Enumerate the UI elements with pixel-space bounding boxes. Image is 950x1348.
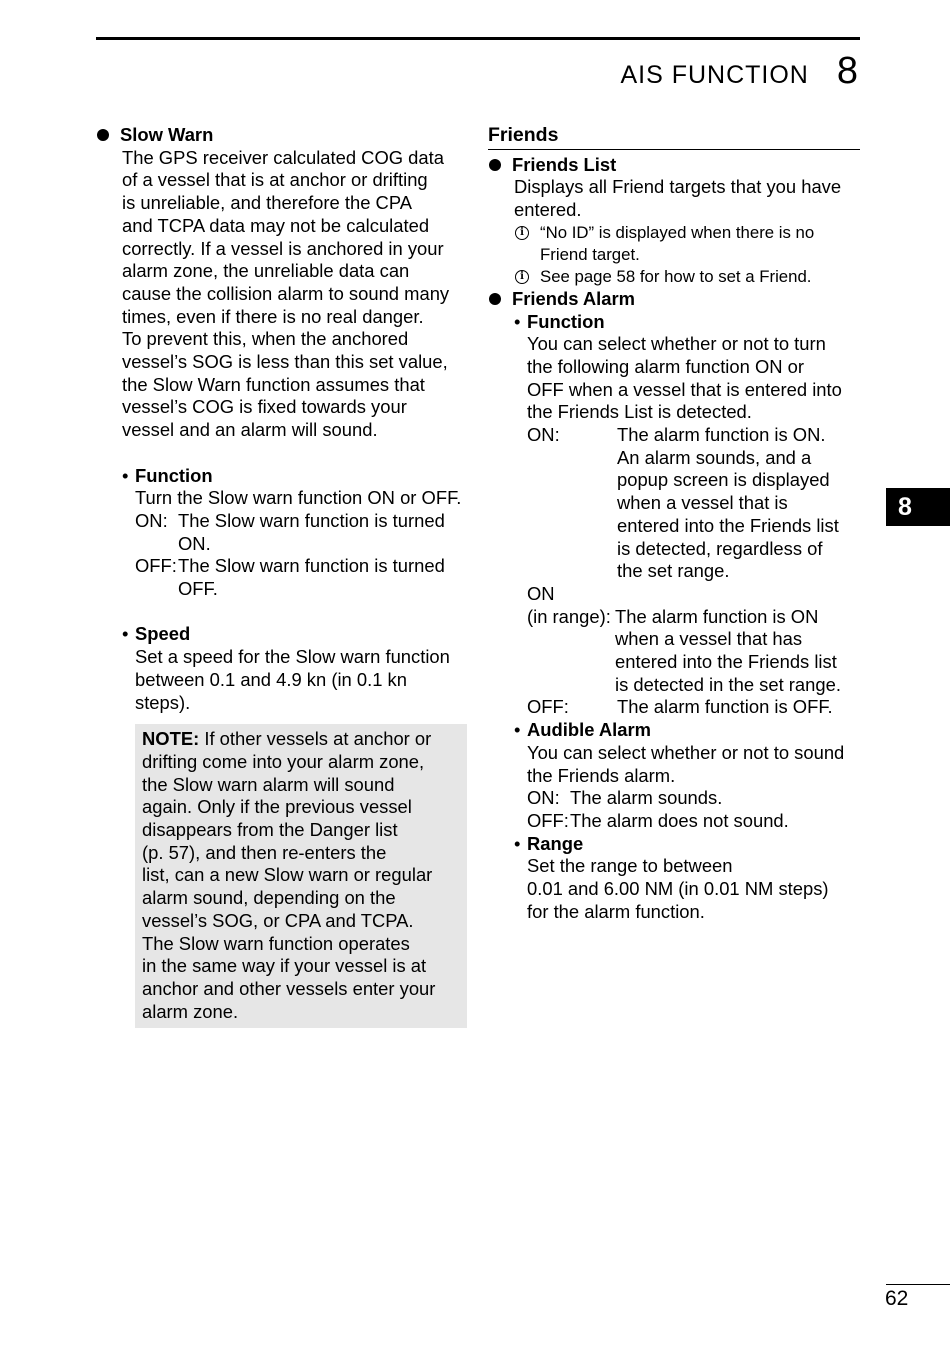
sub-bullet-icon: • bbox=[122, 464, 129, 486]
info-icon: i bbox=[515, 226, 529, 240]
bullet-icon bbox=[97, 129, 109, 141]
page-number: 62 bbox=[885, 1287, 909, 1310]
slow-warn-heading: Slow Warn bbox=[96, 124, 471, 147]
audible-alarm-heading: • Audible Alarm bbox=[514, 719, 651, 741]
friends-list-heading: Friends List bbox=[488, 154, 868, 177]
audible-off-item: OFF: The alarm does not sound. bbox=[527, 809, 789, 831]
chapter-number: 8 bbox=[836, 50, 858, 92]
left-column bbox=[96, 124, 471, 1028]
slow-warn-description: The GPS receiver calculated COG data of a vessel that is at anchor or drifting is unreliable, and therefore the CPA and TCPA data may not be calculated correctly. If a vessel is anchored in your alarm zone, the unreliable data can cause the collision alarm to sound many times, even if there is no real danger. To prevent this, when the anchored vessel’s SOG is less than this set value, the Slow Warn function assumes that vessel’s COG is fixed towards your vessel and an alarm will sound. bbox=[122, 146, 450, 441]
slow-warn-function-heading: • Function bbox=[122, 464, 213, 486]
friends-list-info-2: i See page 58 for how to set a Friend. bbox=[488, 266, 868, 288]
friends-alarm-function-body: You can select whether or not to turn the following alarm function ON or OFF when a vessel that is entered into the Friends List is detected. ON: The alarm function is ON. An alarm sounds, and a popup screen is displayed when a vessel that is entered into the Friends list is detected, regardless of the set range. ON (in range): The alarm function is ON when a vessel that has entered into the Friends list is detected in the set range. OFF: The alarm function is OFF. bbox=[488, 333, 868, 719]
function-off-item: OFF: The Slow warn function is turned OFF. bbox=[135, 555, 445, 600]
top-rule bbox=[96, 37, 860, 40]
page-header bbox=[620, 50, 858, 93]
audible-alarm-body: You can select whether or not to sound the Friends alarm. ON: The alarm sounds. OFF: The alarm does not sound. bbox=[488, 742, 868, 833]
slow-warn-speed-body: Set a speed for the Slow warn function between 0.1 and 4.9 kn (in 0.1 kn steps). bbox=[135, 646, 450, 713]
right-column bbox=[488, 124, 868, 924]
sub-bullet-icon: • bbox=[514, 310, 521, 332]
sub-bullet-icon: • bbox=[514, 832, 521, 854]
friends-section-title: Friends bbox=[488, 124, 860, 150]
note-label: NOTE: bbox=[142, 728, 200, 750]
note-box: NOTE: If other vessels at anchor or drifting come into your alarm zone, the Slow warn alarm will sound again. Only if the previous vessel disappears from the Danger list (p. 57), and then re-enters the list, can a new Slow warn or regular alarm sound, depending on the vessel’s SOG, or CPA and TCPA. The Slow warn function operates in the same way if your vessel is at anchor and other vessels enter your alarm zone. bbox=[135, 724, 467, 1028]
chapter-title: AIS FUNCTION bbox=[620, 61, 809, 89]
friends-list-body: Displays all Friend targets that you have entered. bbox=[514, 176, 842, 221]
slow-warn-speed-heading: • Speed bbox=[122, 623, 191, 645]
friends-alarm-function-heading: • Function bbox=[514, 310, 605, 332]
friends-function-on-item: ON: The alarm function is ON. An alarm sounds, and a popup screen is displayed when a vessel that is entered into the Friends list is detected, regardless of the set range. bbox=[527, 424, 839, 582]
audible-on-item: ON: The alarm sounds. bbox=[527, 787, 723, 809]
bullet-icon bbox=[489, 293, 501, 305]
sub-bullet-icon: • bbox=[122, 623, 129, 645]
info-icon: i bbox=[515, 270, 529, 284]
slow-warn-function-body: Turn the Slow warn function ON or OFF. ON: The Slow warn function is turned ON. OFF: The Slow warn function is turned OFF. bbox=[96, 487, 471, 601]
friends-list-info-1: i “No ID” is displayed when there is no Friend target. bbox=[488, 222, 868, 266]
function-on-item: ON: The Slow warn function is turned ON. bbox=[135, 509, 445, 554]
range-body: Set the range to between 0.01 and 6.00 NM (in 0.01 NM steps) for the alarm function. bbox=[527, 855, 829, 922]
friends-alarm-heading: Friends Alarm bbox=[488, 288, 868, 311]
sub-bullet-icon: • bbox=[514, 719, 521, 741]
friends-function-in-range-item: (in range): The alarm function is ON when a vessel that has entered into the Friends list is detected in the set range. bbox=[527, 605, 841, 695]
range-heading: • Range bbox=[514, 832, 584, 854]
page-number-rule bbox=[886, 1284, 950, 1285]
bullet-icon bbox=[489, 159, 501, 171]
friends-function-off-item: OFF: The alarm function is OFF. bbox=[527, 696, 833, 718]
chapter-side-tab: 8 bbox=[886, 488, 950, 526]
